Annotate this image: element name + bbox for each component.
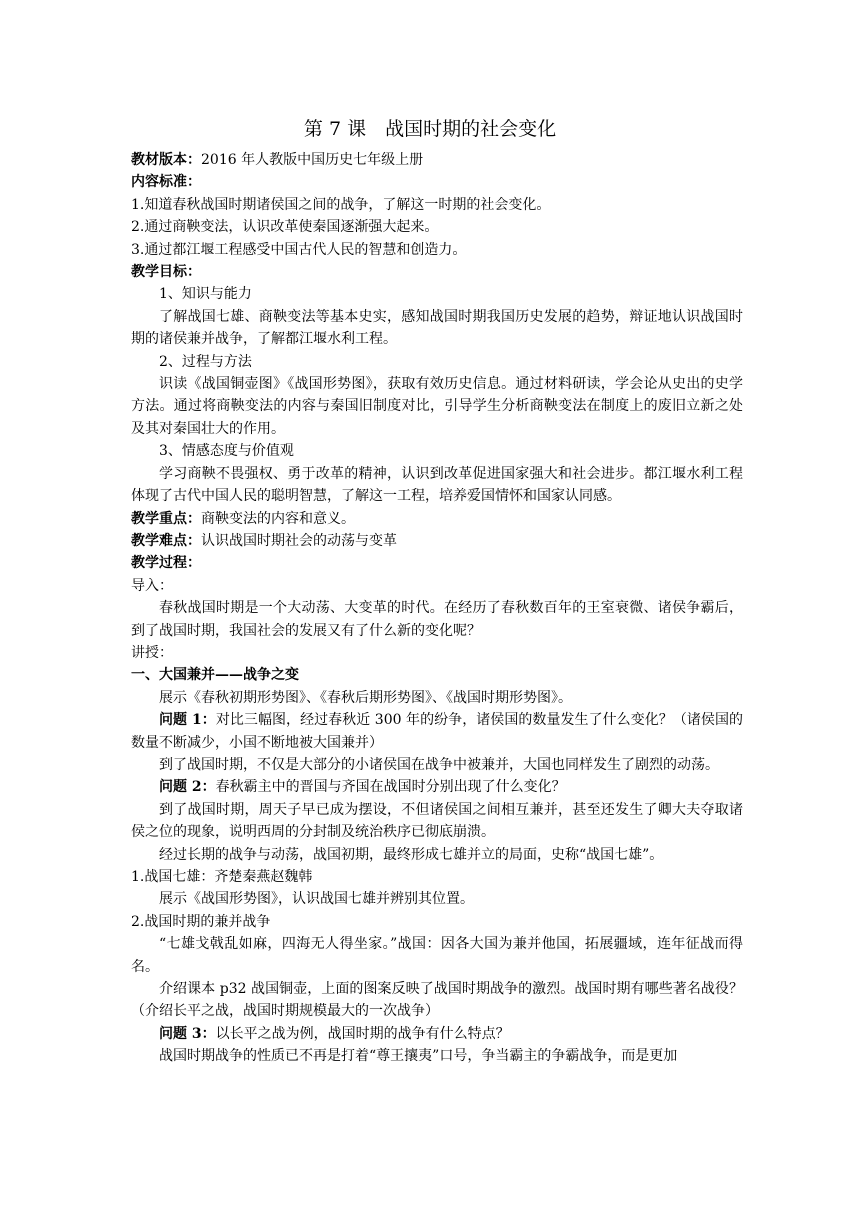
question-2-label: 问题 2：	[159, 779, 216, 796]
standard-item: 3.通过都江堰工程感受中国古代人民的智慧和创造力。	[131, 241, 467, 258]
war-nature-text: 战国时期战争的性质已不再是打着“尊王攘夷”口号，争当霸主的争霸战争，而是更加	[159, 1048, 678, 1065]
edition-label: 教材版本：	[131, 152, 201, 168]
lesson-title: 第 7 课 战国时期的社会变化	[303, 118, 557, 140]
goal-process-text: 识读《战国铜壶图》《战国形势图》，获取有效历史信息。通过材料研读，学会论从史出的史学方法。通过将商鞅变法的内容与秦国旧制度对比，引导学生分析商鞅变法在制度上的废旧立新之处及其对秦国壮大的作用。	[131, 376, 743, 437]
standard-item: 2.通过商鞅变法，认识改革使秦国逐渐强大起来。	[131, 219, 439, 236]
intro-label: 导入：	[131, 577, 173, 594]
question-1-text: 对比三幅图，经过春秋近 300 年的纷争，诸侯国的数量发生了什么变化？（诸侯国的数量不断减少，小国不断地被大国兼并）	[131, 712, 744, 751]
difficulty-value: 认识战国时期社会的动荡与变革	[201, 532, 397, 549]
difficulty-line	[131, 530, 743, 552]
goal-emotion-heading: 3、情感态度与价值观	[159, 443, 294, 460]
goal-emotion-text: 学习商鞅不畏强权、勇于改革的精神，认识到改革促进国家强大和社会进步。都江堰水利工程体现了古代中国人民的聪明智慧，了解这一工程，培养爱国情怀和国家认同感。	[131, 465, 743, 505]
question-2	[131, 776, 743, 798]
section-heading: 一、大国兼并——战争之变	[131, 667, 299, 684]
seven-states-text: 经过长期的战争与动荡，战国初期，最终形成七雄并立的局面，史称“战国七雄”。	[159, 846, 664, 863]
edition-value: 2016 年人教版中国历史七年级上册	[201, 152, 424, 168]
goals-heading: 教学目标：	[131, 264, 201, 281]
process-heading: 教学过程：	[131, 555, 201, 572]
question-3	[131, 1023, 743, 1045]
edition-line	[131, 149, 743, 171]
question-2-text: 春秋霸主中的晋国与齐国在战国时分别出现了什么变化？	[215, 779, 566, 796]
standard-heading: 内容标准：	[131, 174, 201, 191]
goal-process-heading: 2、过程与方法	[159, 353, 252, 370]
goal-knowledge-text: 了解战国七雄、商鞅变法等基本史实，感知战国时期我国历史发展的趋势，辩证地认识战国时期的诸侯兼并战争，了解都江堰水利工程。	[131, 308, 743, 348]
subheading-wars: 2.战国时期的兼并战争	[131, 913, 271, 930]
intro-text: 春秋战国时期是一个大动荡、大变革的时代。在经历了春秋数百年的王室衰微、诸侯争霸后，到了战国时期，我国社会的发展又有了什么新的变化呢？	[131, 600, 743, 639]
key-point-value: 商鞅变法的内容和意义。	[201, 510, 355, 527]
warring-text: 到了战国时期，不仅是大部分的小诸侯国在战争中被兼并，大国也同样发生了剧烈的动荡。	[159, 756, 719, 773]
goal-knowledge-heading: 1、知识与能力	[159, 286, 252, 303]
key-point-label: 教学重点：	[131, 510, 201, 527]
difficulty-label: 教学难点：	[131, 532, 201, 549]
document-body	[131, 149, 743, 1068]
show-maps-text: 展示《春秋初期形势图》、《春秋后期形势图》、《战国时期形势图》。	[159, 689, 572, 706]
question-3-label: 问题 3：	[159, 1025, 216, 1042]
seven-states-map-text: 展示《战国形势图》，认识战国七雄并辨别其位置。	[159, 891, 474, 908]
subheading-seven-states: 1.战国七雄：齐楚秦燕赵魏韩	[131, 869, 313, 885]
lecture-label: 讲授：	[131, 644, 173, 661]
question-1	[131, 709, 743, 754]
question-3-text: 以长平之战为例，战国时期的战争有什么特点？	[215, 1025, 510, 1042]
question-1-label: 问题 1：	[159, 712, 216, 729]
quote-text: “七雄戈戟乱如麻，四海无人得坐家。”战国：因各大国为兼并他国，拓展疆域，连年征战而得名。	[131, 936, 743, 975]
key-point-line	[131, 508, 743, 530]
zhou-text: 到了战国时期，周天子早已成为摆设，不但诸侯国之间相互兼并，甚至还发生了卿大夫夺取诸侯之位的现象，说明西周的分封制及统治秩序已彻底崩溃。	[131, 801, 743, 841]
bronze-pot-text: 介绍课本 p32 战国铜壶，上面的图案反映了战国时期战争的激烈。战国时期有哪些著名战役？（介绍长平之战，战国时期规模最大的一次战争）	[131, 981, 743, 1020]
standard-item: 1.知道春秋战国时期诸侯国之间的战争，了解这一时期的社会变化。	[131, 196, 551, 213]
